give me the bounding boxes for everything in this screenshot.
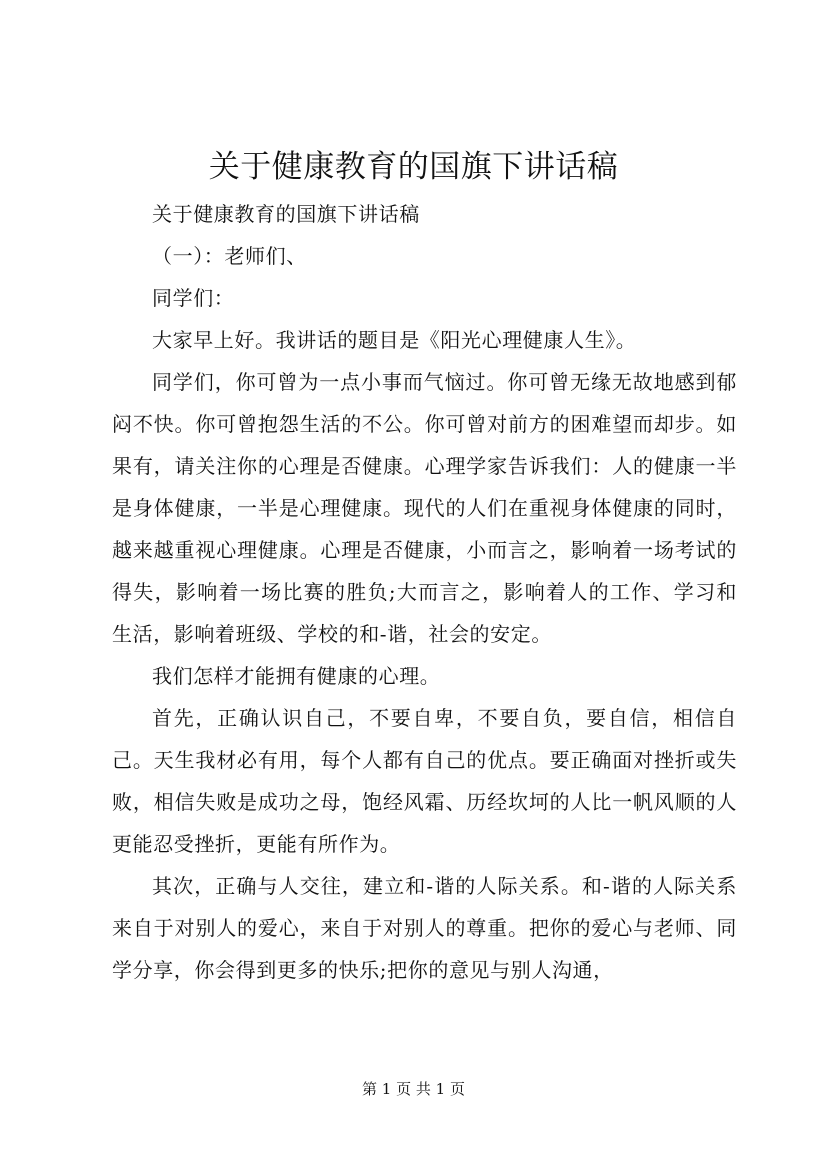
paragraph: （一）：老师们、 [152,244,307,268]
page-number-footer: 第 1 页 共 1 页 [362,1080,465,1098]
paragraph: 同学们： [152,286,235,310]
document-body [112,193,737,991]
paragraph: 我们怎样才能拥有健康的心理。 [152,664,441,688]
document-title: 关于健康教育的国旗下讲话稿 [208,149,619,185]
paragraph: 大家早上好。我讲话的题目是《阳光心理健康人生》。 [152,328,637,352]
paragraph: 关于健康教育的国旗下讲话稿 [152,202,420,226]
paragraph: 同学们，你可曾为一点小事而气恼过。你可曾无缘无故地感到郁闷不快。你可曾抱怨生活的不公。你可曾对前方的困难望而却步。如果有，请关注你的心理是否健康。心理学家告诉我们：人的健康一半是身体健康，一半是心理健康。现代的人们在重视身体健康的同时，越来越重视心理健康。心理是否健康，小而言之，影响着一场考试的得失，影响着一场比赛的胜负;大而言之，影响着人的工作、学习和生活，影响着班级、学校的和-谐，社会的安定。 [112,370,737,646]
paragraph: 首先，正确认识自己，不要自卑，不要自负，要自信，相信自己。天生我材必有用，每个人都有自己的优点。要正确面对挫折或失败，相信失败是成功之母，饱经风霜、历经坎坷的人比一帆风顺的人更能忍受挫折，更能有所作为。 [112,706,737,856]
paragraph: 其次，正确与人交往，建立和-谐的人际关系。和-谐的人际关系来自于对别人的爱心，来自于对别人的尊重。把你的爱心与老师、同学分享，你会得到更多的快乐;把你的意见与别人沟通， [112,874,737,982]
